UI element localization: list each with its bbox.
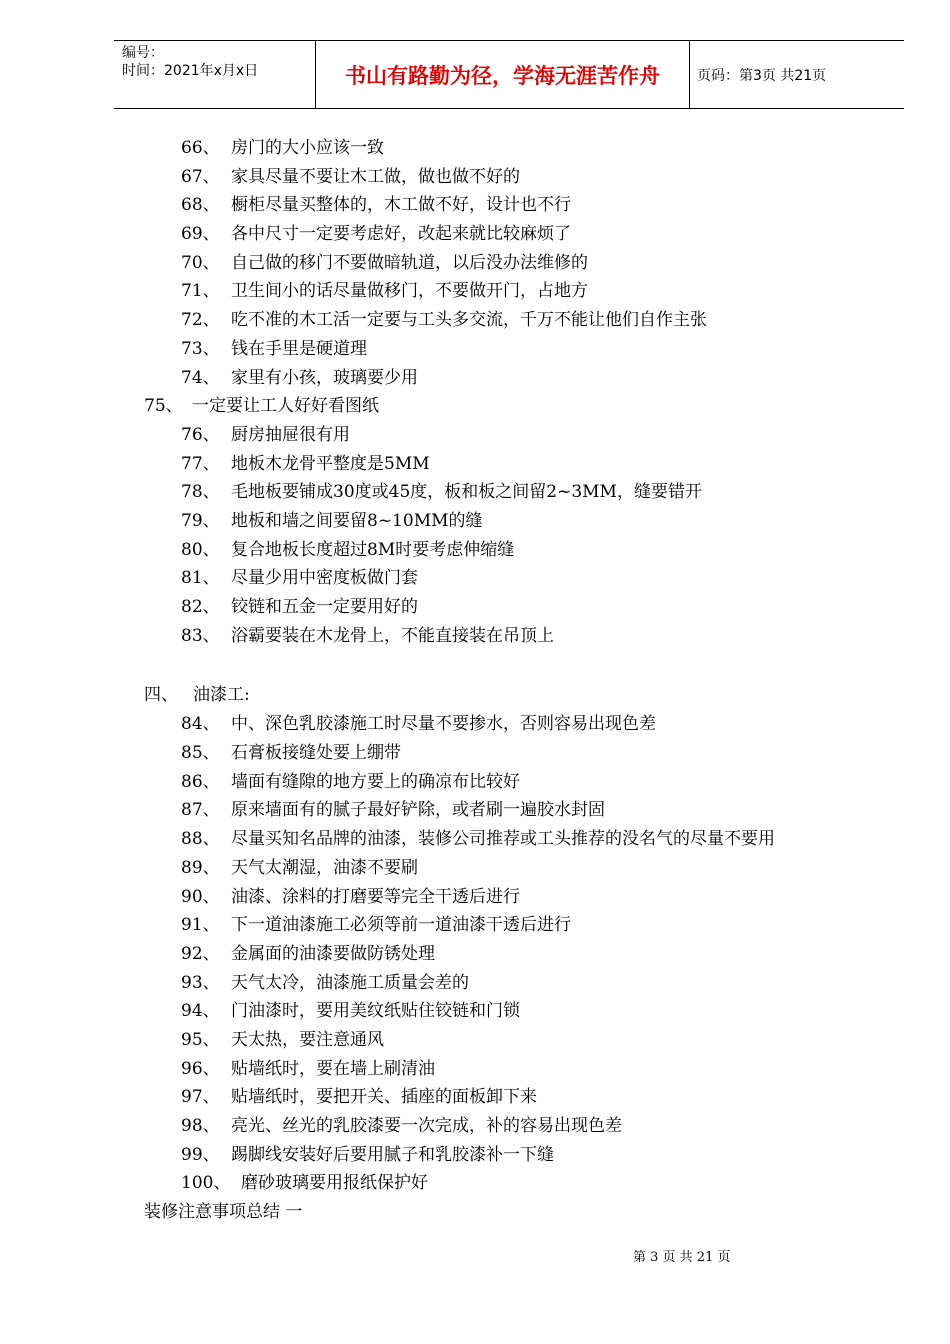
footer-page-number: 第 3 页 共 21 页	[633, 1250, 731, 1265]
list-item	[0, 969, 950, 998]
list-item	[0, 507, 950, 536]
header-time-label: 时间：2021年x月x日	[122, 63, 259, 79]
item-text: 自己做的移门不要做暗轨道，以后没办法维修的	[231, 252, 588, 273]
item-number: 87、	[181, 800, 220, 821]
item-text: 铰链和五金一定要用好的	[231, 597, 418, 617]
list-item	[0, 1141, 950, 1170]
list-item	[0, 364, 950, 393]
item-text: 钱在手里是硬道理	[231, 338, 367, 359]
item-text: 复合地板长度超过8M时要考虑伸缩缝	[231, 539, 515, 560]
item-text: 门油漆时，要用美纹纸贴住铰链和门锁	[231, 1001, 520, 1022]
header-page-cell	[690, 41, 904, 108]
item-number: 71、	[181, 281, 220, 302]
list-item	[0, 796, 950, 825]
item-number: 68、	[181, 195, 220, 216]
list-item	[0, 997, 950, 1026]
list-item	[0, 220, 950, 249]
item-number: 84、	[181, 714, 220, 735]
item-text: 下一道油漆施工必须等前一道油漆干透后进行	[231, 915, 571, 936]
list-item	[0, 191, 950, 220]
header-meta	[114, 41, 314, 108]
list-item	[0, 536, 950, 565]
list-item	[0, 768, 950, 797]
item-number: 86、	[181, 771, 220, 792]
item-text: 金属面的油漆要做防锈处理	[231, 943, 435, 964]
summary-line	[0, 1198, 950, 1226]
item-text: 厨房抽屉很有用	[231, 424, 350, 445]
list-item	[0, 710, 950, 739]
item-number: 66、	[181, 138, 220, 158]
item-number: 91、	[181, 915, 220, 936]
item-number: 77、	[181, 453, 220, 474]
list-item	[0, 1112, 950, 1141]
item-number: 89、	[181, 857, 220, 878]
list-item	[0, 911, 950, 940]
list-item	[0, 854, 950, 883]
item-number: 79、	[181, 510, 220, 531]
list-item	[0, 825, 950, 854]
list-item	[0, 739, 950, 768]
list-item	[0, 622, 950, 651]
item-text: 橱柜尽量买整体的，木工做不好，设计也不行	[231, 195, 571, 216]
item-text: 踢脚线安装好后要用腻子和乳胶漆补一下缝	[231, 1144, 554, 1165]
list-item	[0, 883, 950, 912]
item-text: 中、深色乳胶漆施工时尽量不要掺水，否则容易出现色差	[231, 714, 656, 735]
summary-text: 装修注意事项总结 一	[144, 1202, 303, 1223]
item-number: 100、	[181, 1173, 231, 1194]
item-text: 一定要让工人好好看图纸	[192, 396, 379, 417]
item-text: 天气太潮湿，油漆不要刷	[231, 857, 418, 878]
item-number: 73、	[181, 338, 220, 359]
list-item	[0, 478, 950, 507]
list-item	[0, 1026, 950, 1055]
item-number: 96、	[181, 1058, 220, 1079]
item-text: 各中尺寸一定要考虑好，改起来就比较麻烦了	[231, 224, 571, 245]
item-number: 80、	[181, 539, 220, 560]
item-number: 92、	[181, 943, 220, 964]
header-motto: 书山有路勤为径，学海无涯苦作舟	[345, 62, 660, 88]
list-item	[0, 940, 950, 969]
header-motto-cell	[315, 41, 690, 108]
item-text: 尽量少用中密度板做门套	[231, 568, 418, 589]
item-number: 82、	[181, 597, 220, 617]
item-text: 地板木龙骨平整度是5MM	[231, 453, 430, 474]
item-number: 99、	[181, 1144, 220, 1165]
item-text: 浴霸要装在木龙骨上，不能直接装在吊顶上	[231, 625, 554, 646]
header-number-label: 编号：	[122, 45, 164, 61]
item-number: 76、	[181, 424, 220, 445]
item-text: 家里有小孩，玻璃要少用	[231, 367, 418, 388]
list-item	[0, 593, 950, 622]
item-number: 81、	[181, 568, 220, 589]
item-number: 95、	[181, 1029, 220, 1050]
item-number: 74、	[181, 367, 220, 388]
page-header	[114, 40, 904, 109]
list-item	[0, 1055, 950, 1084]
item-text: 家具尽量不要让木工做，做也做不好的	[231, 166, 520, 187]
item-number: 67、	[181, 166, 220, 187]
item-text: 原来墙面有的腻子最好铲除，或者刷一遍胶水封固	[231, 800, 605, 821]
list-item	[0, 1169, 950, 1198]
list-item	[0, 306, 950, 335]
header-page-info: 页码：第3页 共21页	[697, 67, 827, 84]
list-item	[0, 564, 950, 593]
item-number: 88、	[181, 829, 220, 850]
item-text: 油漆、涂料的打磨要等完全干透后进行	[231, 886, 520, 907]
item-number: 93、	[181, 972, 220, 993]
item-text: 尽量买知名品牌的油漆，装修公司推荐或工头推荐的没名气的尽量不要用	[231, 829, 775, 850]
list-item	[0, 335, 950, 364]
list-item	[0, 421, 950, 450]
list-item	[0, 277, 950, 306]
item-text: 地板和墙之间要留8~10MM的缝	[231, 510, 483, 531]
item-number: 70、	[181, 252, 220, 273]
document-body	[0, 134, 950, 1226]
item-number: 85、	[181, 743, 220, 764]
section-title: 油漆工:	[193, 685, 250, 706]
item-number: 97、	[181, 1087, 220, 1108]
item-number: 98、	[181, 1116, 220, 1136]
section-number: 四、	[144, 685, 178, 706]
item-number: 83、	[181, 625, 220, 646]
item-text: 亮光、丝光的乳胶漆要一次完成，补的容易出现色差	[231, 1116, 622, 1136]
item-number: 90、	[181, 886, 220, 907]
item-text: 石膏板接缝处要上绷带	[231, 743, 401, 764]
item-text: 天气太冷，油漆施工质量会差的	[231, 972, 469, 993]
item-number: 72、	[181, 310, 220, 331]
list-item	[0, 450, 950, 479]
section-heading	[0, 680, 950, 710]
item-number: 75、	[144, 396, 183, 417]
item-text: 贴墙纸时，要在墙上刷清油	[231, 1058, 435, 1079]
list-item	[0, 1083, 950, 1112]
item-text: 天太热，要注意通风	[231, 1029, 384, 1050]
item-text: 卫生间小的话尽量做移门，不要做开门，占地方	[231, 281, 588, 302]
item-number: 78、	[181, 482, 220, 503]
list-item	[0, 392, 950, 421]
item-text: 贴墙纸时，要把开关、插座的面板卸下来	[231, 1087, 537, 1108]
item-text: 墙面有缝隙的地方要上的确凉布比较好	[231, 771, 520, 792]
item-number: 94、	[181, 1001, 220, 1022]
item-text: 吃不准的木工活一定要与工头多交流，千万不能让他们自作主张	[231, 310, 707, 331]
list-item	[0, 163, 950, 192]
item-number: 69、	[181, 224, 220, 245]
item-text: 磨砂玻璃要用报纸保护好	[241, 1173, 428, 1194]
section-spacer	[0, 650, 950, 680]
list-item	[0, 134, 950, 163]
item-text: 毛地板要铺成30度或45度，板和板之间留2~3MM，缝要错开	[231, 482, 702, 503]
item-text: 房门的大小应该一致	[231, 138, 384, 158]
list-item	[0, 249, 950, 278]
